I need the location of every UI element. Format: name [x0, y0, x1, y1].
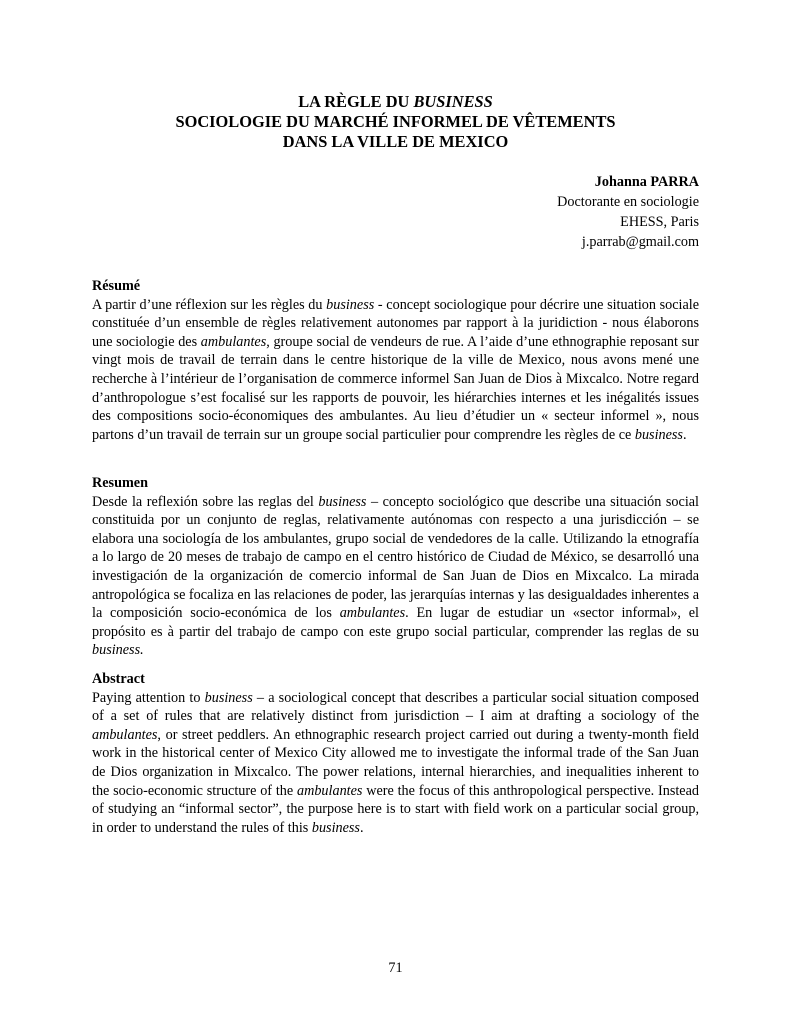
resume-text-2: - concept sociologique pour décrire une situation sociale constituée d’un ensemble de règles relativement autonomes par rapport à la juridiction - nous élaborons une sociologie des [92, 296, 700, 350]
resumen-text-2: – concepto sociológico que describe una situación social constituida por un conjunto de reglas, relativamente autónomas con respecto a una jurisdicción – se elabora una sociología de los ambulantes, grupo social de vendedores de la calle. Utilizando la etnografía a lo largo de 20 meses de trabajo de campo en el centro histórico de Ciudad de México, se desarrolló una investigación de la organización de comercio informal de San Juan de Dios en Mixcalco. La mirada antropológica se focaliza en las relaciones de poder, las jerarquías internas y las desigualdades inherentes a la composición socio-económica de los [92, 493, 699, 622]
title-line-3: DANS LA VILLE DE MEXICO [282, 132, 509, 151]
resumen-italic-1: business [318, 493, 367, 510]
abstract-italic-2: ambulantes [92, 726, 158, 743]
author-institution: EHESS, Paris [620, 214, 699, 230]
abstract-italic-3: ambulantes [297, 782, 363, 799]
section-heading-resume: Résumé [92, 278, 141, 294]
section-resumen [92, 474, 699, 660]
author-name: Johanna PARRA [594, 174, 699, 190]
abstract-text-2: – a sociological concept that describes a particular social situation composed of a set of rules that are relatively distinct from jurisdiction – I aim at drafting a sociology of the [92, 689, 699, 725]
resume-italic-3: business [634, 426, 683, 443]
author-position: Doctorante en sociologie [557, 194, 699, 210]
abstract-text-1: Paying attention to [92, 689, 205, 706]
abstract-text-3: , or street peddlers. An ethnographic research project carried out during a twenty-month field work in the historical center of Mexico City allowed me to investigate the informal trade of the San Juan de Dios organization in Mixcalco. The power relations, internal hierarchies, and inequalities inherent to the socio-economic structure of the [92, 726, 699, 799]
resume-italic-1: business [326, 296, 375, 313]
resumen-text-3: . En lugar de estudiar un «sector informal», el propósito es à partir del trabajo de campo con este grupo social particular, comprender las reglas de su [92, 605, 699, 640]
article-title [92, 92, 699, 152]
resume-italic-2: ambulantes [200, 333, 267, 350]
resume-text-4: . [682, 426, 687, 443]
section-resume [92, 277, 699, 444]
abstract-italic-4: business [311, 819, 360, 836]
abstract-text-5: . [359, 819, 364, 836]
resumen-italic-2: ambulantes [339, 605, 406, 622]
section-body-abstract [92, 689, 699, 838]
abstract-text-4: were the focus of this anthropological perspective. Instead of studying an “informal sector”, the purpose here is to start with field work on a particular social group, in order to understand the rules of this [92, 782, 699, 836]
section-body-resumen [92, 493, 699, 660]
title-line-1-italic: BUSINESS [413, 92, 493, 111]
author-email: j.parrab@gmail.com [581, 234, 699, 250]
title-line-1 [92, 92, 699, 112]
resume-text-3: , groupe social de vendeurs de rue. A l’aide d’une ethnographie reposant sur vingt mois de travail de terrain dans le centre historique de la ville de Mexico, nous avons mené une recherche à l’intérieur de l’organisation de commerce informel San Juan de Dios à Mixcalco. Notre regard d’anthropologue s’est focalisé sur les rapports de pouvoir, les hiérarchies internes et les inégalités issues des compositions socio-économiques des ambulantes. Au lieu d’étudier un « secteur informel », nous partons d’un travail de terrain sur un groupe social particulier pour comprendre les règles de ce [92, 333, 699, 443]
resumen-text-1: Desde la reflexión sobre las reglas del [92, 493, 319, 510]
resumen-italic-3: business. [92, 642, 144, 659]
title-line-1-prefix: LA RÈGLE DU [298, 92, 414, 111]
title-line-2: SOCIOLOGIE DU MARCHÉ INFORMEL DE VÊTEMENTS [175, 112, 616, 131]
section-body-resume [92, 296, 699, 445]
section-heading-resumen: Resumen [92, 475, 148, 491]
abstract-italic-1: business [204, 689, 253, 706]
page-number: 71 [388, 960, 403, 976]
resume-text-1: A partir d’une réflexion sur les règles du [92, 296, 327, 313]
section-heading-abstract: Abstract [92, 671, 145, 687]
author-block [399, 172, 699, 252]
section-abstract [92, 670, 699, 837]
